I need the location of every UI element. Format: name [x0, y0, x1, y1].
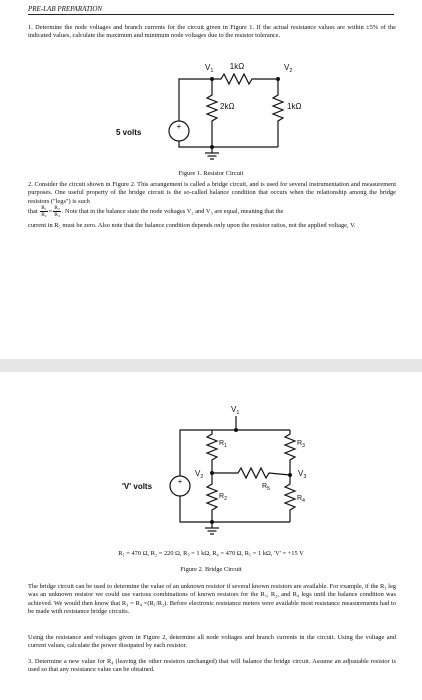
- header-rule: [28, 14, 394, 15]
- top-resistor-label: 1kΩ: [229, 62, 245, 71]
- r4-label: $R_4$: [297, 495, 305, 504]
- figure-2-bridge-circuit: [0, 372, 422, 544]
- r3-label: $R_3$: [297, 440, 305, 449]
- figure-1-resistor-circuit: [0, 55, 422, 165]
- node-v2-label: $V_2$: [284, 63, 293, 74]
- balance-condition-line: [28, 205, 396, 218]
- ratio-r4-denominator: R₄: [54, 212, 60, 218]
- r2-label: $R_2$: [219, 493, 227, 502]
- node-v2-label: $V_2$: [195, 469, 204, 480]
- r1-label: $R_1$: [219, 440, 227, 449]
- right-resistor-label: 1kΩ: [287, 102, 302, 111]
- section-header: PRE-LAB PREPARATION: [28, 5, 103, 13]
- source-plus-sign: +: [176, 122, 182, 131]
- node-v1-label: $V_1$: [231, 405, 240, 416]
- question-3-text: 3. Determine a new value for R₄ (leaving the other resistors unchanged) that will balance the bridge circuit. Assume an adjustable resistor is used so that any resistance value can be obtained.: [28, 658, 396, 674]
- equals-sign: =: [48, 207, 53, 215]
- ratio-r3-r4: [53, 205, 60, 218]
- resistor-values-line: R₁ = 470 Ω, R₂ = 220 Ω, R₃ = 1 kΩ, R₄ = 470 Ω, R₅ = 1 kΩ, 'V' = +15 V: [118, 550, 304, 557]
- question-1-text: 1. Determine the node voltages and branch currents for the circuit given in Figure 1. If the actual resistance values are within ±5% of the indicated values, calculate the maximum and minimum node voltages due to the resistor tolerance.: [28, 24, 396, 40]
- node-v1-label: $V_1$: [205, 63, 214, 74]
- ratio-r2-denominator: R₂: [41, 212, 47, 218]
- bridge-task-text: Using the resistance and voltages given in Figure 2, determine all node voltages and branch currents in the circuit. Using the voltage and current values, calculate the power dissipated by each resistor.: [28, 634, 396, 650]
- ratio-r1-r2: [40, 205, 47, 218]
- r5-label: $R_5$: [262, 483, 270, 492]
- question-2-continuation: current in R₅ must be zero. Also note that the balance condition depends only upon the resistor ratios, not the applied voltage, V.: [28, 222, 356, 229]
- source-label: 5 volts: [116, 128, 142, 137]
- balance-text-post: . Note that in the balance state the node voltages V₂ and V₃ are equal, meaning that the: [61, 207, 284, 215]
- source-plus-sign: +: [177, 477, 183, 486]
- left-resistor-label: 2kΩ: [220, 102, 235, 111]
- figure-2-caption: Figure 2. Bridge Circuit: [180, 566, 242, 573]
- page-separator: [0, 359, 422, 372]
- bridge-explanation-text: The bridge circuit can be used to determine the value of an unknown resistor if several known resistors are available. For example, if the R₃ leg was an unknown resistor we could use various combinations of known resistors for the R₁, R₂, and R₄ legs until the balance condition was achieved. We would then know that R₃ = R₄ ×(R₁/R₂). Before electronic resistance meters were available most resistance measurements had to be made with resistance bridge circuits.: [28, 583, 396, 616]
- question-2-text: 2. Consider the circuit shown in Figure 2. This arrangement is called a bridge circuit, and is used for several instrumentation and measurement purposes. One useful property of the bridge circuit is the so-called balance condition that occurs when the relationship among the bridge resistors ("legs") is such: [28, 181, 396, 205]
- ratio-r3-numerator: R₃: [54, 205, 60, 211]
- figure-1-caption: Figure 1. Resistor Circuit: [178, 170, 244, 177]
- ratio-r1-numerator: R₁: [41, 205, 47, 211]
- balance-text-pre: that: [28, 207, 38, 215]
- source-label: 'V' volts: [122, 482, 153, 491]
- document-page-2: [0, 372, 422, 700]
- node-v3-label: $V_3$: [298, 469, 307, 480]
